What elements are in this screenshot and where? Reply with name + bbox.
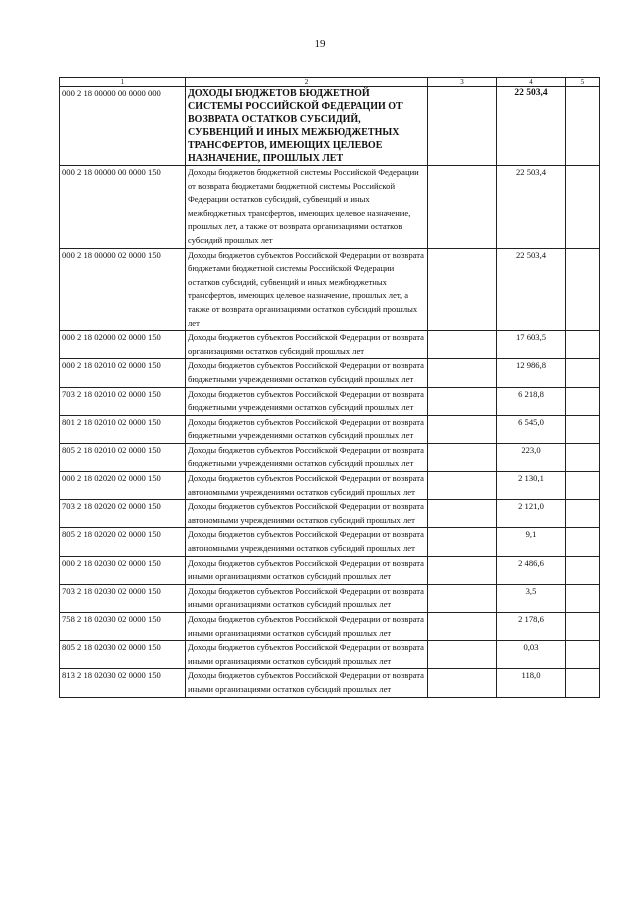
amount-cell: 6 545,0 — [497, 415, 566, 443]
column-3-cell — [428, 641, 497, 669]
column-3-cell — [428, 556, 497, 584]
revenue-name-cell: Доходы бюджетов субъектов Российской Федерации от возврата бюджетами бюджетной системы Российской Федерации остатков субсидий, субвенций и иных межбюджетных трансфертов, имеющих целевое назначение, прошлых лет, а также от возврата организациями остатков субсидий прошлых лет — [186, 248, 428, 331]
column-5-cell — [566, 359, 600, 387]
table-row — [60, 87, 600, 166]
revenue-name-cell: Доходы бюджетов субъектов Российской Федерации от возврата иными организациями остатков субсидий прошлых лет — [186, 613, 428, 641]
table-row — [60, 472, 600, 500]
classification-code-cell: 805 2 18 02030 02 0000 150 — [60, 641, 186, 669]
amount-cell: 6 218,8 — [497, 387, 566, 415]
table-row — [60, 248, 600, 331]
classification-code-cell: 000 2 18 00000 00 0000 150 — [60, 166, 186, 249]
revenue-table — [59, 77, 600, 698]
amount-cell: 3,5 — [497, 584, 566, 612]
classification-code-cell: 758 2 18 02030 02 0000 150 — [60, 613, 186, 641]
revenue-name-cell: Доходы бюджетов субъектов Российской Федерации от возврата иными организациями остатков субсидий прошлых лет — [186, 669, 428, 697]
table-row — [60, 443, 600, 471]
column-5-cell — [566, 87, 600, 166]
table-row — [60, 387, 600, 415]
revenue-name-cell: Доходы бюджетов субъектов Российской Федерации от возврата бюджетными учреждениями остатков субсидий прошлых лет — [186, 387, 428, 415]
revenue-name-cell: Доходы бюджетов субъектов Российской Федерации от возврата автономными учреждениями остатков субсидий прошлых лет — [186, 528, 428, 556]
amount-cell: 9,1 — [497, 528, 566, 556]
header-col-4: 4 — [497, 78, 566, 87]
column-5-cell — [566, 584, 600, 612]
column-5-cell — [566, 415, 600, 443]
classification-code-cell: 805 2 18 02020 02 0000 150 — [60, 528, 186, 556]
classification-code-cell: 000 2 18 00000 02 0000 150 — [60, 248, 186, 331]
column-3-cell — [428, 387, 497, 415]
classification-code-cell: 813 2 18 02030 02 0000 150 — [60, 669, 186, 697]
table-row — [60, 556, 600, 584]
column-5-cell — [566, 556, 600, 584]
column-5-cell — [566, 641, 600, 669]
amount-cell: 12 986,8 — [497, 359, 566, 387]
header-col-3: 3 — [428, 78, 497, 87]
column-5-cell — [566, 166, 600, 249]
classification-code-cell: 703 2 18 02020 02 0000 150 — [60, 500, 186, 528]
header-col-1: 1 — [60, 78, 186, 87]
table-row — [60, 584, 600, 612]
table-row — [60, 331, 600, 359]
column-3-cell — [428, 613, 497, 641]
column-5-cell — [566, 669, 600, 697]
header-col-5: 5 — [566, 78, 600, 87]
classification-code-cell: 000 2 18 02010 02 0000 150 — [60, 359, 186, 387]
column-5-cell — [566, 472, 600, 500]
column-5-cell — [566, 331, 600, 359]
column-3-cell — [428, 359, 497, 387]
column-5-cell — [566, 248, 600, 331]
table-row — [60, 528, 600, 556]
table-row — [60, 613, 600, 641]
classification-code-cell: 000 2 18 02000 02 0000 150 — [60, 331, 186, 359]
revenue-name-cell: Доходы бюджетов субъектов Российской Федерации от возврата иными организациями остатков субсидий прошлых лет — [186, 584, 428, 612]
classification-code-cell: 801 2 18 02010 02 0000 150 — [60, 415, 186, 443]
column-3-cell — [428, 528, 497, 556]
table-row — [60, 359, 600, 387]
revenue-name-cell: Доходы бюджетов субъектов Российской Федерации от возврата иными организациями остатков субсидий прошлых лет — [186, 641, 428, 669]
column-3-cell — [428, 415, 497, 443]
table-row — [60, 641, 600, 669]
amount-cell: 22 503,4 — [497, 166, 566, 249]
classification-code-cell: 000 2 18 00000 00 0000 000 — [60, 87, 186, 166]
table-row — [60, 500, 600, 528]
column-3-cell — [428, 248, 497, 331]
column-3-cell — [428, 443, 497, 471]
amount-cell: 22 503,4 — [497, 248, 566, 331]
amount-cell: 223,0 — [497, 443, 566, 471]
column-5-cell — [566, 443, 600, 471]
amount-cell: 2 121,0 — [497, 500, 566, 528]
column-3-cell — [428, 584, 497, 612]
column-5-cell — [566, 387, 600, 415]
column-3-cell — [428, 166, 497, 249]
column-3-cell — [428, 331, 497, 359]
column-3-cell — [428, 472, 497, 500]
classification-code-cell: 703 2 18 02010 02 0000 150 — [60, 387, 186, 415]
table-header-row — [60, 78, 600, 87]
revenue-name-cell: Доходы бюджетов субъектов Российской Федерации от возврата бюджетными учреждениями остатков субсидий прошлых лет — [186, 359, 428, 387]
table-row — [60, 166, 600, 249]
header-col-2: 2 — [186, 78, 428, 87]
revenue-name-cell: Доходы бюджетов субъектов Российской Федерации от возврата автономными учреждениями остатков субсидий прошлых лет — [186, 472, 428, 500]
revenue-name-cell: Доходы бюджетов бюджетной системы Российской Федерации от возврата бюджетами бюджетной системы Российской Федерации остатков субсидий, субвенций и иных межбюджетных трансфертов, имеющих целевое назначение, прошлых лет, а также от возврата организациями остатков субсидий прошлых лет — [186, 166, 428, 249]
page-number: 19 — [314, 38, 326, 50]
amount-cell: 22 503,4 — [497, 87, 566, 166]
amount-cell: 0,03 — [497, 641, 566, 669]
revenue-name-cell: Доходы бюджетов субъектов Российской Федерации от возврата иными организациями остатков субсидий прошлых лет — [186, 556, 428, 584]
table-row — [60, 415, 600, 443]
column-3-cell — [428, 500, 497, 528]
column-3-cell — [428, 87, 497, 166]
table-row — [60, 669, 600, 697]
amount-cell: 2 486,6 — [497, 556, 566, 584]
amount-cell: 2 178,6 — [497, 613, 566, 641]
classification-code-cell: 703 2 18 02030 02 0000 150 — [60, 584, 186, 612]
classification-code-cell: 000 2 18 02020 02 0000 150 — [60, 472, 186, 500]
amount-cell: 17 603,5 — [497, 331, 566, 359]
revenue-name-cell: Доходы бюджетов субъектов Российской Федерации от возврата автономными учреждениями остатков субсидий прошлых лет — [186, 500, 428, 528]
amount-cell: 118,0 — [497, 669, 566, 697]
revenue-name-cell: Доходы бюджетов субъектов Российской Федерации от возврата бюджетными учреждениями остатков субсидий прошлых лет — [186, 415, 428, 443]
column-5-cell — [566, 500, 600, 528]
column-5-cell — [566, 528, 600, 556]
revenue-name-cell: Доходы бюджетов субъектов Российской Федерации от возврата бюджетными учреждениями остатков субсидий прошлых лет — [186, 443, 428, 471]
classification-code-cell: 000 2 18 02030 02 0000 150 — [60, 556, 186, 584]
revenue-name-cell: ДОХОДЫ БЮДЖЕТОВ БЮДЖЕТНОЙ СИСТЕМЫ РОССИЙСКОЙ ФЕДЕРАЦИИ ОТ ВОЗВРАТА ОСТАТКОВ СУБСИДИЙ, СУБВЕНЦИЙ И ИНЫХ МЕЖБЮДЖЕТНЫХ ТРАНСФЕРТОВ, ИМЕЮЩИХ ЦЕЛЕВОЕ НАЗНАЧЕНИЕ, ПРОШЛЫХ ЛЕТ — [186, 87, 428, 166]
classification-code-cell: 805 2 18 02010 02 0000 150 — [60, 443, 186, 471]
column-3-cell — [428, 669, 497, 697]
amount-cell: 2 130,1 — [497, 472, 566, 500]
column-5-cell — [566, 613, 600, 641]
revenue-name-cell: Доходы бюджетов субъектов Российской Федерации от возврата организациями остатков субсидий прошлых лет — [186, 331, 428, 359]
